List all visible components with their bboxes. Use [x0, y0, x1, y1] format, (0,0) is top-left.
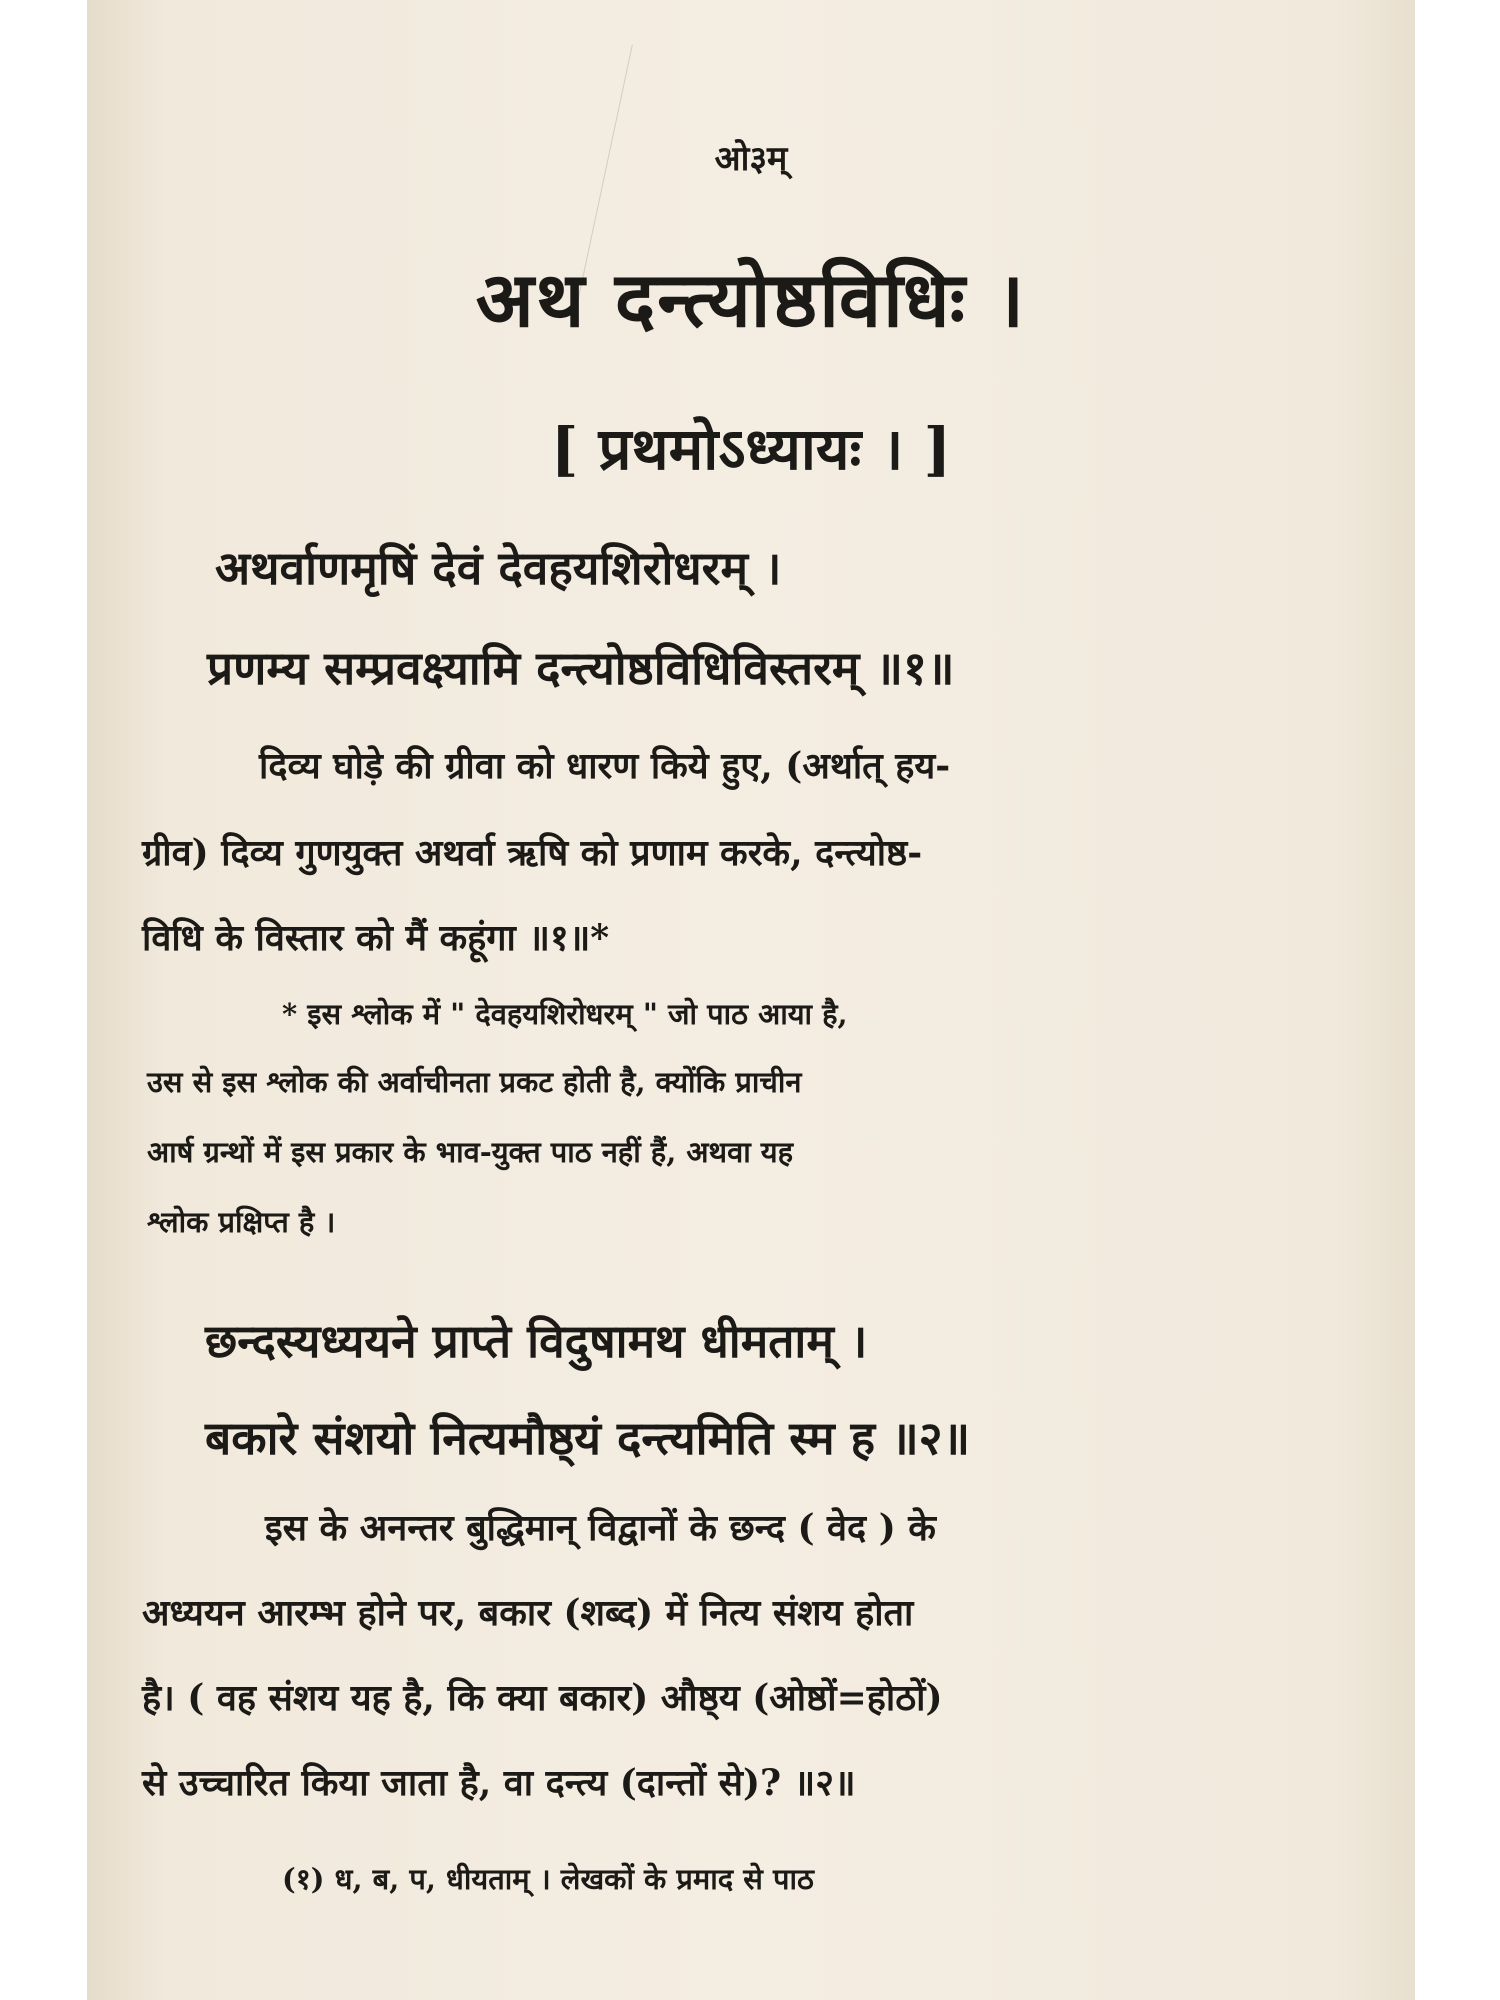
- chapter-heading: [ प्रथमोऽध्यायः । ]: [550, 415, 952, 483]
- note-1-line-1: * इस श्लोक में " देवहयशिरोधरम् " जो पाठ आया है,: [282, 997, 848, 1031]
- page-title: अथ दन्त्योष्ठविधिः ।: [475, 255, 1027, 344]
- invocation-om: ओ३म्: [714, 139, 788, 179]
- book-page: [87, 0, 1415, 2000]
- translation-1-line-1: दिव्य घोड़े की ग्रीवा को धारण किये हुए, (अर्थात् हय-: [259, 745, 951, 787]
- translation-2-line-2: अध्ययन आरम्भ होने पर, बकार (शब्द) में नित्य संशय होता: [142, 1592, 914, 1634]
- translation-1-line-3: विधि के विस्तार को मैं कहूंगा ॥१॥*: [142, 917, 610, 959]
- note-1-line-3: आर्ष ग्रन्थों में इस प्रकार के भाव-युक्त पाठ नहीं हैं, अथवा यह: [147, 1135, 794, 1169]
- verse-1-line-1: अथर्वाणमृषिं देवं देवहयशिरोधरम् ।: [215, 541, 782, 595]
- footnote: (१) ध, ब, प, धीयताम् । लेखकों के प्रमाद से पाठ: [282, 1862, 814, 1896]
- note-1-line-2: उस से इस श्लोक की अर्वाचीनता प्रकट होती है, क्योंकि प्राचीन: [147, 1065, 802, 1099]
- translation-2-line-4: से उच्चारित किया जाता है, वा दन्त्य (दान्तों से)? ॥२॥: [142, 1762, 856, 1804]
- verse-2-line-1: छन्दस्यध्ययने प्राप्ते विदुषामथ धीमताम् ।: [205, 1314, 868, 1368]
- translation-2-line-1: इस के अनन्तर बुद्धिमान् विद्वानों के छन्द ( वेद ) के: [265, 1507, 936, 1549]
- note-1-line-4: श्लोक प्रक्षिप्त है ।: [147, 1205, 336, 1239]
- translation-2-line-3: है। ( वह संशय यह है, कि क्या बकार) औष्ठ्य (ओष्ठों=होठों): [142, 1677, 943, 1719]
- verse-1-line-2: प्रणम्य सम्प्रवक्ष्यामि दन्त्योष्ठविधिविस्तरम् ॥१॥: [207, 641, 955, 695]
- translation-1-line-2: ग्रीव) दिव्य गुणयुक्त अथर्वा ऋषि को प्रणाम करके, दन्त्योष्ठ-: [142, 832, 923, 874]
- verse-2-line-2: बकारे संशयो नित्यमौष्ठ्यं दन्त्यमिति स्म ह ॥२॥: [205, 1411, 971, 1465]
